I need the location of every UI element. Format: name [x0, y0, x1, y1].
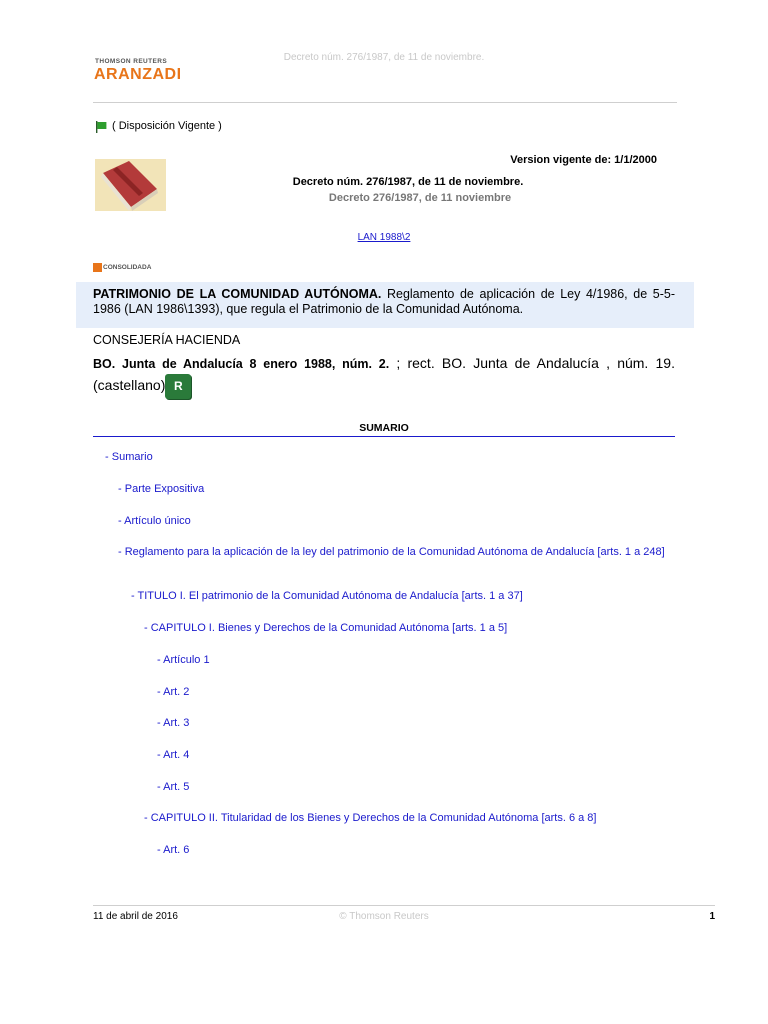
header-title: Decreto núm. 276/1987, de 11 de noviembre. [283, 52, 485, 63]
brand-logo: ARANZADI [94, 66, 182, 83]
bulletin-title: BO. Junta de Andalucía 8 enero 1988, núm. 2. [93, 357, 390, 371]
summary-heading: PATRIMONIO DE LA COMUNIDAD AUTÓNOMA. [93, 287, 382, 301]
toc-item-capitulo-1[interactable]: - CAPITULO I. Bienes y Derechos de la Comunidad Autónoma [arts. 1 a 5] [144, 622, 508, 634]
version-label: Version vigente de: 1/1/2000 [510, 154, 657, 166]
toc-item-art-3[interactable]: - Art. 3 [157, 717, 190, 729]
toc-item-articulo-unico[interactable]: - Artículo único [118, 515, 191, 527]
consolidada-icon [93, 263, 102, 272]
status-label: ( Disposición Vigente ) [112, 120, 222, 132]
publisher-label: THOMSON REUTERS [95, 58, 168, 65]
consolidada-badge [93, 263, 151, 272]
toc-item-capitulo-2[interactable]: - CAPITULO II. Titularidad de los Bienes y Derechos de la Comunidad Autónoma [arts. 6 a 8] [144, 812, 597, 824]
toc-item-art-6[interactable]: - Art. 6 [157, 844, 190, 856]
lan-reference-link[interactable]: LAN 1988\2 [357, 232, 411, 243]
consolidada-label: CONSOLIDADA [103, 264, 152, 272]
related-icon[interactable]: R [165, 374, 191, 399]
toc-item-titulo-1[interactable]: - TITULO I. El patrimonio de la Comunidad Autónoma de Andalucía [arts. 1 a 37] [131, 590, 523, 602]
toc-item-art-4[interactable]: - Art. 4 [157, 749, 190, 761]
decree-title: Decreto núm. 276/1987, de 11 de noviembre. [292, 176, 524, 188]
flag-icon [95, 121, 107, 133]
sumario-divider [93, 436, 675, 437]
sumario-heading: SUMARIO [359, 422, 409, 434]
page-number: 1 [709, 911, 715, 922]
footer-copyright: © Thomson Reuters [339, 911, 429, 922]
toc-item-parte-expositiva[interactable]: - Parte Expositiva [118, 483, 205, 495]
summary-body: Reglamento de aplicación de Ley 4/1986, de 5-5-1986 (LAN 1986\1393), que regula el Patrimonio de la Comunidad Autónoma. [93, 287, 676, 316]
toc-item-reglamento[interactable]: - Reglamento para la aplicación de la ley del patrimonio de la Comunidad Autónoma de Andalucía [arts. 1 a 248] [118, 546, 665, 558]
footer-divider [93, 905, 715, 906]
toc-item-sumario[interactable]: - Sumario [105, 451, 153, 463]
toc-item-art-5[interactable]: - Art. 5 [157, 781, 190, 793]
bulletin-reference [93, 353, 675, 399]
header-divider [93, 102, 677, 103]
summary-text [93, 287, 675, 317]
decree-subtitle: Decreto 276/1987, de 11 noviembre [328, 192, 512, 204]
footer-date: 11 de abril de 2016 [93, 911, 178, 922]
toc-item-art-2[interactable]: - Art. 2 [157, 686, 190, 698]
toc-item-articulo-1[interactable]: - Artículo 1 [157, 654, 210, 666]
consejeria-label: CONSEJERÍA HACIENDA [93, 333, 241, 347]
bulletin-body: ; rect. BO. Junta de Andalucía , núm. 19. (castellano) [93, 355, 675, 394]
